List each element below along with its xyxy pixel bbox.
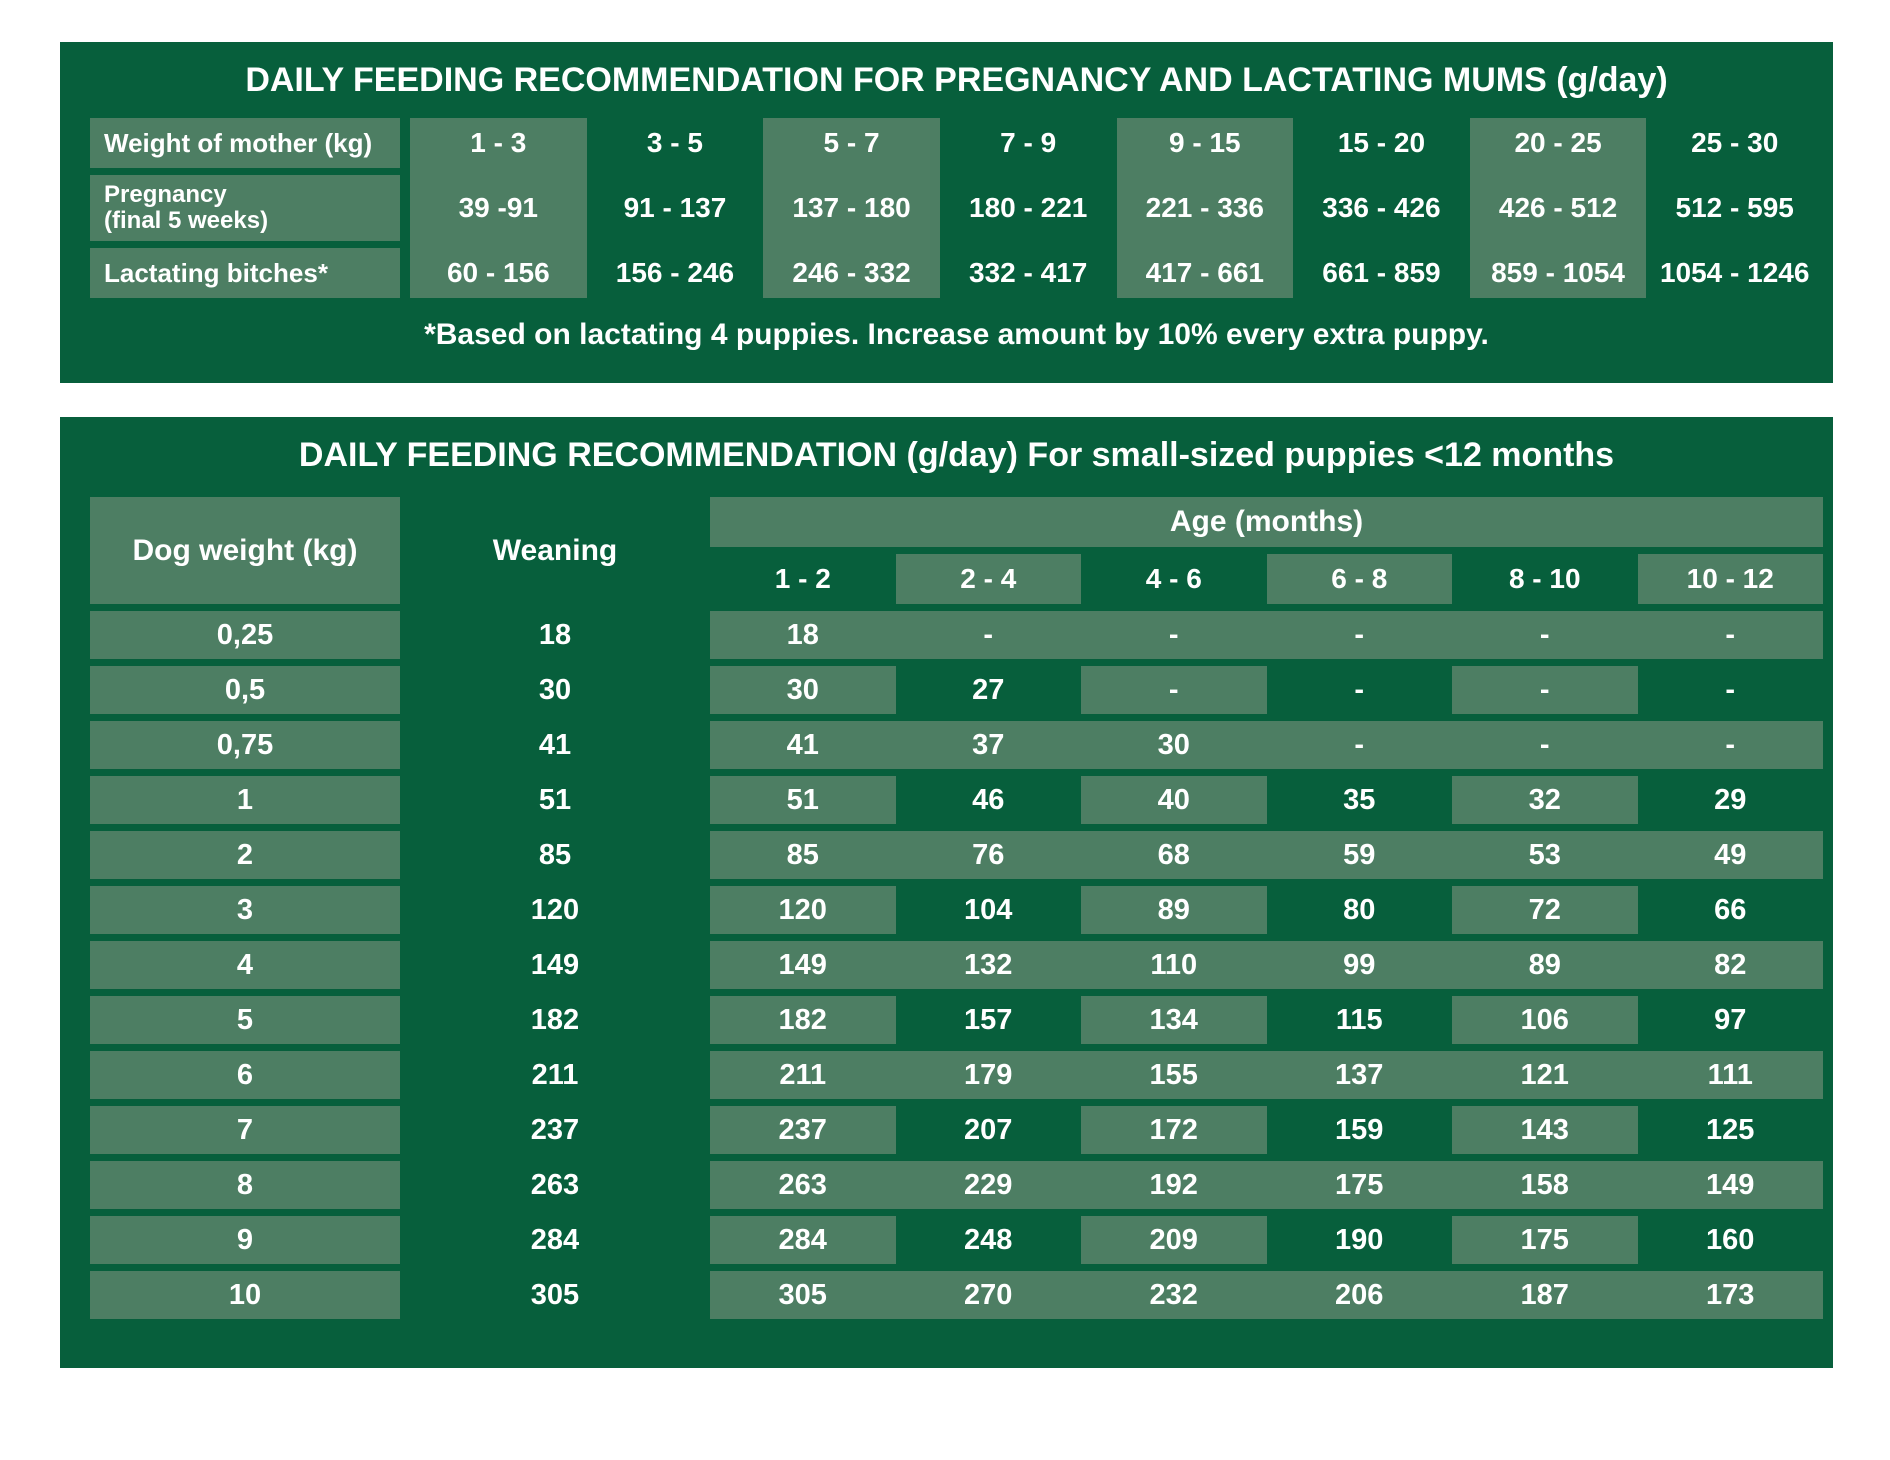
weaning-amount-cell: 305: [530, 1278, 580, 1311]
row-label-pregnancy-line1: Pregnancy: [104, 181, 227, 208]
age-range-header-cell: 10 - 12: [1638, 554, 1824, 604]
age-amount-cell: 89: [1081, 886, 1267, 934]
age-amounts-group: [710, 996, 1823, 1044]
age-amount-cell: 173: [1706, 1278, 1755, 1311]
age-amount-cell: 106: [1452, 996, 1638, 1044]
age-amount-cell: 263: [778, 1168, 827, 1201]
lactating-amount-cell: 60 - 156: [446, 257, 550, 288]
weaning-amount-cell: 182: [530, 1003, 580, 1036]
age-amount-cell: 270: [964, 1278, 1013, 1311]
age-amount-cell: 111: [1707, 1058, 1753, 1091]
mother-weight-range-cell: 1 - 3: [470, 127, 527, 158]
age-amount-cell: -: [1354, 673, 1365, 706]
age-amount-cell: 248: [964, 1223, 1013, 1256]
age-amounts-group: [710, 941, 1823, 989]
age-amounts-group: [710, 1161, 1823, 1209]
age-amounts-group: [710, 1216, 1823, 1264]
age-amount-cell: 207: [964, 1113, 1013, 1146]
weaning-amount-cell: 85: [538, 838, 572, 871]
age-amount-cell: 209: [1081, 1216, 1267, 1264]
age-range-header-cell: 6 - 8: [1267, 554, 1453, 604]
pregnancy-amount-cell: 512 - 595: [1675, 192, 1794, 223]
age-amount-cell: 149: [778, 948, 827, 981]
mother-weight-column: [587, 118, 764, 298]
age-amount-cell: 125: [1706, 1113, 1755, 1146]
age-amount-cell: 97: [1714, 1003, 1747, 1036]
puppy-table-row: [90, 1271, 1823, 1319]
age-amount-cell: 206: [1335, 1278, 1384, 1311]
lactating-amount-cell: 859 - 1054: [1491, 257, 1625, 288]
age-header-group: [710, 497, 1823, 604]
mother-weight-range-cell: 7 - 9: [1000, 127, 1057, 158]
age-range-header-cell: 2 - 4: [896, 554, 1082, 604]
age-amount-cell: 32: [1452, 776, 1638, 824]
age-amount-cell: -: [1539, 618, 1550, 651]
age-amount-cell: -: [983, 618, 994, 651]
page: [0, 42, 1890, 1460]
mother-weight-range-cell: 5 - 7: [823, 127, 880, 158]
age-amount-cell: 158: [1520, 1168, 1569, 1201]
age-amount-cell: 190: [1335, 1223, 1384, 1256]
age-amount-cell: 229: [964, 1168, 1013, 1201]
puppy-feeding-panel: [60, 417, 1833, 1368]
pregnancy-amount-cell: 180 - 221: [969, 192, 1088, 223]
pregnancy-amount-cell: 39 -91: [458, 192, 539, 223]
dog-weight-cell: 5: [90, 996, 400, 1044]
puppy-table-row: [90, 886, 1823, 934]
age-amount-cell: 37: [972, 728, 1005, 761]
age-amount-cell: 104: [964, 893, 1013, 926]
age-amount-cell: 157: [964, 1003, 1013, 1036]
age-amount-cell: 155: [1149, 1058, 1198, 1091]
row-label-lactating-bitches: Lactating bitches*: [90, 248, 400, 298]
age-amounts-group: [710, 1271, 1823, 1319]
age-amount-cell: 237: [710, 1106, 896, 1154]
age-amount-cell: 120: [710, 886, 896, 934]
age-amount-cell: 187: [1520, 1278, 1569, 1311]
puppy-table-row: [90, 611, 1823, 659]
age-amount-cell: -: [1539, 728, 1550, 761]
pregnancy-table-title: DAILY FEEDING RECOMMENDATION FOR PREGNANCY AND LACTATING MUMS (g/day): [245, 61, 1668, 99]
age-amount-cell: 51: [710, 776, 896, 824]
pregnancy-amount-cell: 426 - 512: [1498, 192, 1618, 223]
pregnancy-lactating-panel: [60, 42, 1833, 383]
age-amounts-group: [710, 886, 1823, 934]
pregnancy-amount-cell: 137 - 180: [792, 192, 911, 223]
age-amount-cell: 175: [1335, 1168, 1384, 1201]
age-amount-cell: 49: [1714, 838, 1747, 871]
pregnancy-table: [90, 118, 1823, 298]
dog-weight-cell: 0,25: [90, 611, 400, 659]
puppy-table-title: DAILY FEEDING RECOMMENDATION (g/day) For small-sized puppies <12 months: [298, 436, 1615, 474]
age-amounts-group: [710, 831, 1823, 879]
age-amount-cell: 30: [710, 666, 896, 714]
dog-weight-cell: 8: [90, 1161, 400, 1209]
dog-weight-header: Dog weight (kg): [90, 497, 400, 604]
dog-weight-cell: 1: [90, 776, 400, 824]
age-amount-cell: 110: [1150, 948, 1198, 981]
age-months-header: Age (months): [710, 497, 1823, 547]
weaning-amount-cell: 211: [531, 1058, 579, 1091]
age-amount-cell: 160: [1706, 1223, 1755, 1256]
age-amount-cell: 40: [1081, 776, 1267, 824]
age-amounts-group: [710, 1051, 1823, 1099]
mother-weight-column: [1646, 118, 1823, 298]
dog-weight-cell: 0,75: [90, 721, 400, 769]
age-amount-cell: 175: [1452, 1216, 1638, 1264]
age-amount-cell: 134: [1081, 996, 1267, 1044]
puppy-table-row: [90, 941, 1823, 989]
age-amount-cell: 179: [964, 1058, 1013, 1091]
dog-weight-cell: 2: [90, 831, 400, 879]
mother-weight-range-cell: 15 - 20: [1337, 127, 1426, 158]
age-amount-cell: 18: [786, 618, 819, 651]
age-amount-cell: 137: [1335, 1058, 1384, 1091]
puppy-table-row: [90, 1161, 1823, 1209]
age-amount-cell: 115: [1335, 1003, 1383, 1036]
dog-weight-cell: 0,5: [90, 666, 400, 714]
row-label-weight-of-mother: Weight of mother (kg): [90, 118, 400, 168]
mother-weight-column: [410, 118, 587, 298]
mother-weight-column: [763, 118, 940, 298]
puppy-table-row: [90, 721, 1823, 769]
mother-weight-column: [1293, 118, 1470, 298]
age-range-header-cell: 8 - 10: [1508, 563, 1581, 594]
age-amounts-group: [710, 611, 1823, 659]
pregnancy-table-columns: [410, 118, 1823, 298]
puppy-table-row: [90, 831, 1823, 879]
puppy-table-row: [90, 1106, 1823, 1154]
age-amount-cell: -: [1725, 673, 1736, 706]
pregnancy-amount-cell: 221 - 336: [1145, 192, 1264, 223]
weaning-amount-cell: 149: [530, 948, 580, 981]
weaning-amount-cell: 18: [538, 618, 572, 651]
weaning-amount-cell: 284: [530, 1223, 580, 1256]
mother-weight-range-cell: 9 - 15: [1169, 127, 1241, 158]
dog-weight-cell: 9: [90, 1216, 400, 1264]
age-amount-cell: 30: [1157, 728, 1190, 761]
age-amount-cell: 159: [1335, 1113, 1384, 1146]
dog-weight-cell: 3: [90, 886, 400, 934]
pregnancy-amount-cell: 336 - 426: [1322, 192, 1441, 223]
age-amount-cell: 85: [786, 838, 819, 871]
age-amount-cell: 121: [1520, 1058, 1569, 1091]
age-amounts-group: [710, 721, 1823, 769]
lactating-amount-cell: 1054 - 1246: [1659, 257, 1810, 288]
age-amount-cell: 132: [964, 948, 1013, 981]
age-amount-cell: 99: [1343, 948, 1376, 981]
mother-weight-column: [940, 118, 1117, 298]
dog-weight-cell: 4: [90, 941, 400, 989]
dog-weight-cell: 10: [90, 1271, 400, 1319]
age-amount-cell: -: [1725, 618, 1736, 651]
age-amount-cell: -: [1452, 666, 1638, 714]
age-amount-cell: 305: [778, 1278, 827, 1311]
age-amount-cell: 143: [1452, 1106, 1638, 1154]
weaning-amount-cell: 51: [538, 783, 572, 816]
puppy-table-row: [90, 996, 1823, 1044]
age-amount-cell: 35: [1343, 783, 1376, 816]
age-amount-cell: 232: [1149, 1278, 1198, 1311]
puppy-table-row: [90, 666, 1823, 714]
age-amount-cell: 211: [779, 1058, 827, 1091]
weaning-amount-cell: 237: [530, 1113, 580, 1146]
puppy-table-row: [90, 776, 1823, 824]
age-amount-cell: 82: [1714, 948, 1747, 981]
mother-weight-range-cell: 20 - 25: [1514, 127, 1602, 158]
age-amount-cell: 27: [972, 673, 1005, 706]
age-amount-cell: -: [1168, 618, 1179, 651]
age-amount-cell: 284: [710, 1216, 896, 1264]
dog-weight-cell: 6: [90, 1051, 400, 1099]
age-amount-cell: 89: [1528, 948, 1561, 981]
puppy-table-body: [90, 611, 1823, 1319]
age-amount-cell: 41: [786, 728, 819, 761]
puppy-table-row: [90, 1051, 1823, 1099]
mother-weight-column: [1117, 118, 1294, 298]
pregnancy-table-footnote: *Based on lactating 4 puppies. Increase amount by 10% every extra puppy.: [424, 318, 1489, 351]
lactating-amount-cell: 661 - 859: [1322, 257, 1441, 288]
age-subheader-row: [710, 554, 1823, 604]
age-amount-cell: 53: [1528, 838, 1561, 871]
age-amount-cell: 192: [1149, 1168, 1198, 1201]
mother-weight-column: [1470, 118, 1647, 298]
weaning-amount-cell: 41: [538, 728, 572, 761]
weaning-amount-cell: 263: [530, 1168, 580, 1201]
age-amount-cell: 76: [972, 838, 1005, 871]
mother-weight-range-cell: 25 - 30: [1691, 127, 1779, 158]
lactating-amount-cell: 332 - 417: [969, 257, 1088, 288]
age-range-header-cell: 4 - 6: [1145, 563, 1202, 594]
age-amount-cell: 72: [1452, 886, 1638, 934]
lactating-amount-cell: 156 - 246: [615, 257, 735, 288]
puppy-table-header: [90, 497, 1823, 604]
age-range-header-cell: 1 - 2: [774, 563, 831, 594]
row-label-pregnancy-line2: (final 5 weeks): [104, 207, 269, 234]
age-amount-cell: 59: [1343, 838, 1376, 871]
age-amount-cell: -: [1081, 666, 1267, 714]
age-amounts-group: [710, 666, 1823, 714]
age-amount-cell: 29: [1714, 783, 1747, 816]
age-amount-cell: 66: [1714, 893, 1747, 926]
pregnancy-amount-cell: 91 - 137: [623, 192, 727, 223]
age-amount-cell: 80: [1343, 893, 1376, 926]
age-amount-cell: 46: [972, 783, 1005, 816]
mother-weight-range-cell: 3 - 5: [646, 127, 703, 158]
age-amount-cell: 182: [710, 996, 896, 1044]
age-amount-cell: 68: [1157, 838, 1190, 871]
age-amounts-group: [710, 1106, 1823, 1154]
lactating-amount-cell: 417 - 661: [1145, 257, 1264, 288]
lactating-amount-cell: 246 - 332: [792, 257, 911, 288]
puppy-table-row: [90, 1216, 1823, 1264]
weaning-header: Weaning: [492, 533, 618, 567]
age-amounts-group: [710, 776, 1823, 824]
age-amount-cell: 149: [1706, 1168, 1755, 1201]
pregnancy-table-row-labels: [90, 118, 400, 298]
weaning-amount-cell: 30: [538, 673, 572, 706]
dog-weight-cell: 7: [90, 1106, 400, 1154]
weaning-amount-cell: 120: [530, 893, 580, 926]
age-amount-cell: -: [1354, 618, 1365, 651]
row-label-pregnancy: [90, 175, 400, 241]
age-amount-cell: 172: [1081, 1106, 1267, 1154]
age-amount-cell: -: [1725, 728, 1736, 761]
age-amount-cell: -: [1354, 728, 1365, 761]
